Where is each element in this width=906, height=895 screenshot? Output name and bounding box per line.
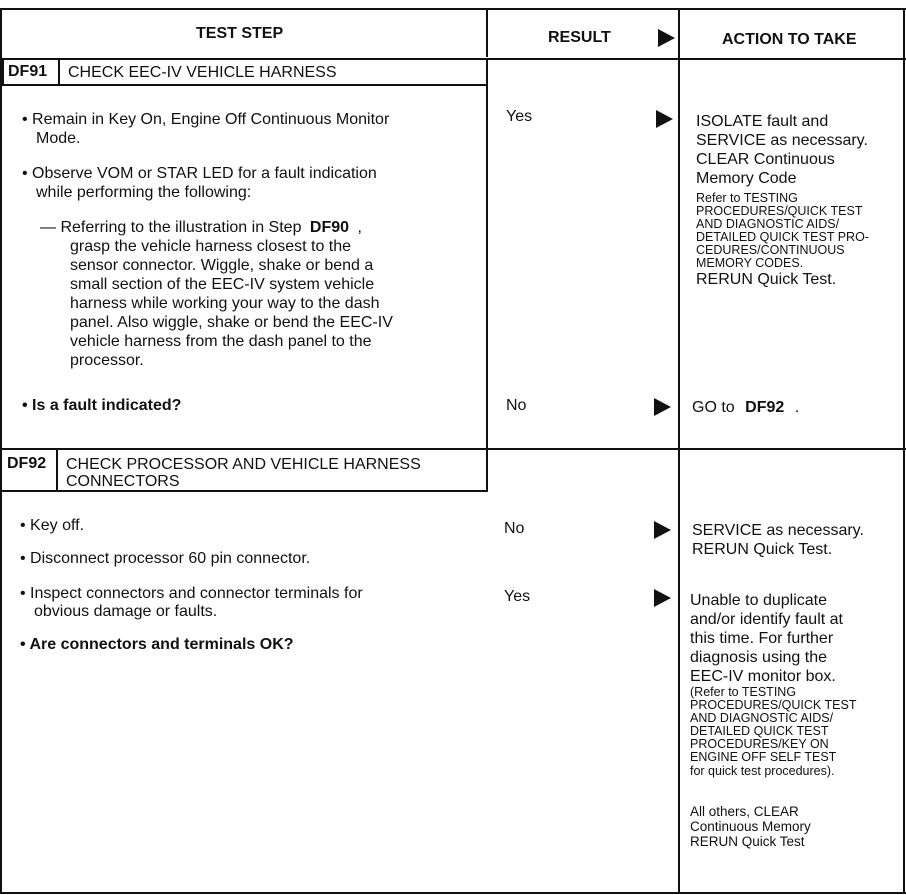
df92-action-yes-ref-1: (Refer to TESTING [690,685,797,699]
df91-step-1-line-2: Mode. [36,130,81,147]
df91-action-yes-line-1: ISOLATE fault and [696,113,829,130]
header-arrow-icon [658,29,675,47]
df91-step-3-ref: DF90 [309,219,350,236]
df91-action-no-text: GO to [692,399,735,416]
df91-action-yes-ref-5: CEDURES/CONTINUOUS [696,243,845,257]
df92-action-no-line-2: RERUN Quick Test. [692,541,833,558]
df91-step-title: CHECK EEC-IV VEHICLE HARNESS [68,64,337,81]
df91-action-yes-line-3: CLEAR Continuous [696,151,835,168]
df91-action-yes-ref-6: MEMORY CODES. [696,256,804,270]
df91-action-yes-line-2: SERVICE as necessary. [696,132,868,149]
frame-right [903,8,905,894]
df91-step-3-line-1 [40,218,362,237]
df92-step-3-line-2: obvious damage or faults. [34,603,218,620]
df92-question: • Are connectors and terminals OK? [20,636,294,653]
df92-action-yes-ref-7: for quick test procedures). [690,764,835,778]
df92-step-1: • Key off. [20,517,85,534]
df91-step-3-line-7: vehicle harness from the dash panel to the [70,333,372,350]
df91-result-no: No [506,397,527,414]
df92-action-yes-ref-6: ENGINE OFF SELF TEST [690,750,837,764]
frame-top [0,8,906,10]
df92-result-no: No [504,520,525,537]
df91-action-yes-line-5: RERUN Quick Test. [696,271,837,288]
df92-action-no-line-1: SERVICE as necessary. [692,522,864,539]
df92-step-3-line-1: • Inspect connectors and connector terminals for [20,585,363,602]
df92-action-yes-ref-4: DETAILED QUICK TEST [690,724,829,738]
column-divider-2 [678,8,680,892]
header-action: ACTION TO TAKE [722,31,857,48]
header-test-step: TEST STEP [196,25,284,42]
df91-action-yes-line-4: Memory Code [696,170,797,187]
df92-action-yes-line-3: this time. For further [690,630,834,647]
df91-yes-arrow-icon [656,110,673,128]
df92-action-yes-ref-3: AND DIAGNOSTIC AIDS/ [690,711,834,725]
step-left-border-1 [486,58,488,448]
df91-action-yes-ref-3: AND DIAGNOSTIC AIDS/ [696,217,840,231]
df91-step-3-line-5: harness while working your way to the dash [70,295,380,312]
df92-step-title-line-2: CONNECTORS [66,473,180,490]
df91-action-yes-ref-2: PROCEDURES/QUICK TEST [696,204,863,218]
df92-step-2: • Disconnect processor 60 pin connector. [20,550,311,567]
df92-yes-arrow-icon [654,589,671,607]
df92-action-yes-ref-5: PROCEDURES/KEY ON [690,737,829,751]
df92-no-arrow-icon [654,521,671,539]
df91-step-3-line-8: processor. [70,352,144,369]
df91-action-no-period: . [794,399,800,416]
df92-action-others-line-2: Continuous Memory [690,819,811,834]
df92-action-others-line-3: RERUN Quick Test [690,834,805,849]
df91-step-3-line-3: sensor connector. Wiggle, shake or bend a [70,257,374,274]
df91-id-divider [58,60,60,84]
df91-step-3-comma: , [357,219,362,236]
frame-bottom [0,892,906,894]
df91-step-3-line-4: small section of the EEC-IV system vehicle [70,276,375,293]
df92-result-yes: Yes [504,588,531,605]
df91-step-1-line-1: • Remain in Key On, Engine Off Continuous Monitor [22,111,390,128]
df92-action-yes-line-2: and/or identify fault at [690,611,843,628]
df91-action-yes-ref-1: Refer to TESTING [696,191,798,205]
df92-action-yes-line-5: EEC-IV monitor box. [690,668,836,685]
column-divider-1 [486,8,488,57]
df91-action-no [692,398,799,417]
df91-step-3-text: — Referring to the illustration in Step [40,219,302,236]
df91-action-yes-ref-4: DETAILED QUICK TEST PRO- [696,230,869,244]
df91-action-no-ref: DF92 [745,399,785,416]
df92-action-others-line-1: All others, CLEAR [690,804,799,819]
df91-no-arrow-icon [654,398,671,416]
df91-step-id: DF91 [8,63,48,80]
df92-action-yes-ref-2: PROCEDURES/QUICK TEST [690,698,857,712]
df92-step-id: DF92 [7,455,47,472]
frame-left [0,8,2,894]
df92-step-right-border [486,450,488,490]
df91-question: • Is a fault indicated? [22,397,182,414]
df92-action-yes-line-4: diagnosis using the [690,649,827,666]
df92-action-yes-line-1: Unable to duplicate [690,592,827,609]
section-divider [0,448,906,450]
df91-result-yes: Yes [506,108,533,125]
df92-step-title-line-1: CHECK PROCESSOR AND VEHICLE HARNESS [66,456,421,473]
df91-step-2-line-2: while performing the following: [36,184,252,201]
df91-step-2-line-1: • Observe VOM or STAR LED for a fault indication [22,165,377,182]
header-result: RESULT [548,29,611,46]
df92-id-divider [56,450,58,492]
df91-step-3-line-2: grasp the vehicle harness closest to the [70,238,352,255]
df91-step-3-line-6: panel. Also wiggle, shake or bend the EEC-IV [70,314,393,331]
